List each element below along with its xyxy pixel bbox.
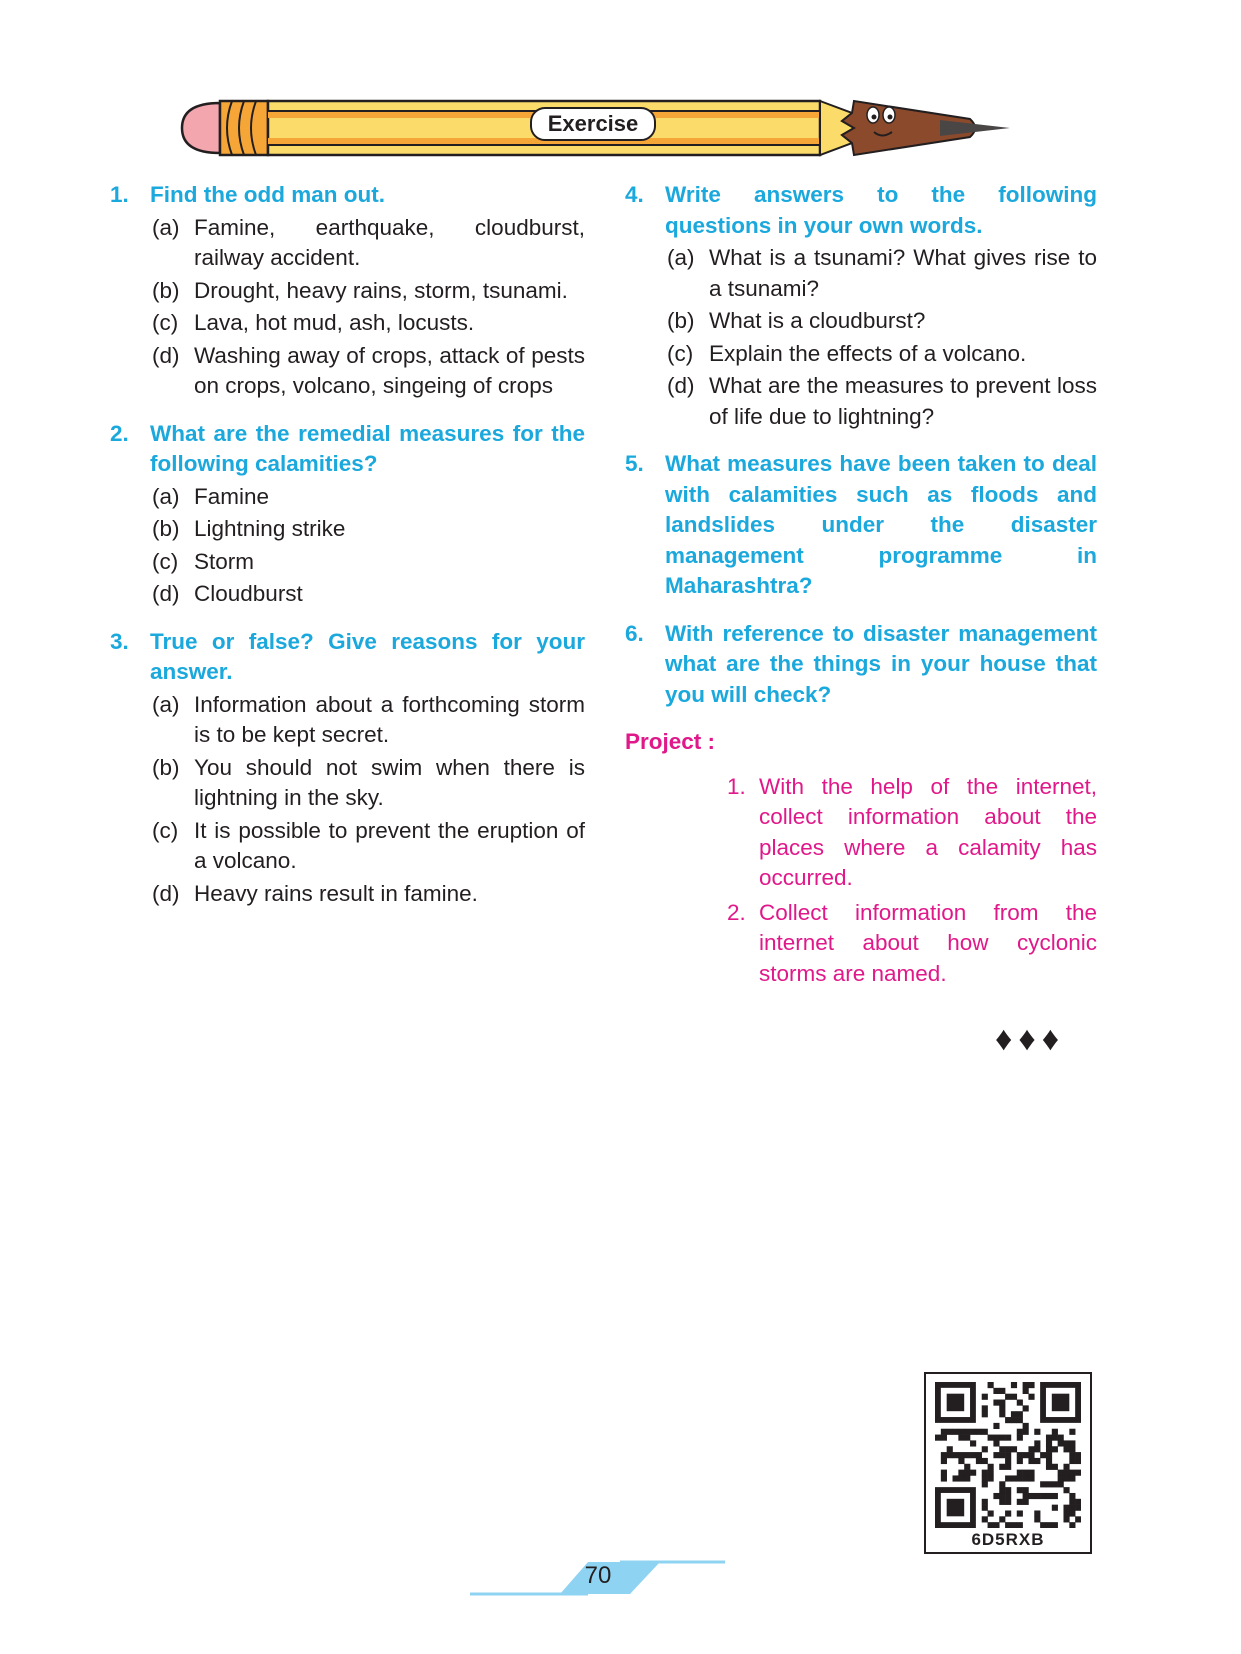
option-text: Cloudburst [194, 581, 303, 606]
right-column [625, 180, 1097, 993]
qr-code-box [924, 1372, 1092, 1554]
option-text: Famine [194, 483, 270, 509]
question-number: 5. [625, 451, 644, 476]
option-text: It is possible to prevent the eruption of a volcano. [194, 817, 585, 873]
question-option [152, 579, 585, 610]
option-label: (d) [667, 373, 695, 398]
question-number: 6. [625, 620, 644, 646]
option-label: (d) [152, 880, 180, 906]
option-text: Information about a forthcoming storm is to be kept secret. [194, 691, 585, 747]
option-label: (b) [152, 277, 180, 303]
option-label: (c) [667, 340, 694, 366]
project-item [727, 772, 1097, 894]
right-questions [625, 180, 1097, 710]
option-text: What is a tsunami? What gives rise to a tsunami? [709, 245, 1097, 301]
question-option [152, 276, 585, 307]
option-label: (a) [152, 214, 180, 240]
question-number: 2. [110, 420, 129, 446]
question-option [152, 690, 585, 751]
option-label: (b) [152, 516, 180, 541]
question-heading [625, 180, 1097, 241]
option-text: You should not swim when there is lightning in the sky. [194, 754, 585, 810]
question-option [152, 879, 585, 910]
end-diamonds: ♦♦♦ [995, 1020, 1066, 1058]
question-number: 3. [110, 628, 129, 654]
option-text: Storm [194, 548, 255, 574]
option-label: (d) [152, 342, 180, 368]
question-option [667, 339, 1097, 370]
page-number: 70 [584, 1562, 612, 1589]
question-number: 1. [110, 182, 129, 207]
project-item-text: With the help of the internet, collect information about the places where a calamity has occurred. [759, 773, 1097, 890]
question-text: What measures have been taken to deal with calamities such as floods and landslides under the disaster management programme in Maharashtra? [665, 451, 1097, 598]
question-option [152, 213, 585, 274]
option-text: Heavy rains result in famine. [194, 880, 478, 906]
question-heading [625, 619, 1097, 711]
option-label: (c) [152, 310, 179, 335]
question-3 [110, 627, 585, 910]
question-option [152, 308, 585, 339]
question-number: 4. [625, 182, 644, 207]
project-item [727, 898, 1097, 990]
question-heading [110, 627, 585, 688]
question-option [152, 341, 585, 402]
option-label: (d) [152, 581, 180, 606]
option-text: What are the measures to prevent loss of life due to lightning? [709, 373, 1097, 429]
option-label: (a) [667, 245, 695, 270]
question-text: True or false? Give reasons for your answer. [150, 628, 585, 684]
question-text: Write answers to the following questions in your own words. [665, 182, 1097, 238]
left-column [110, 180, 585, 926]
project-item-text: Collect information from the internet about how cyclonic storms are named. [759, 899, 1097, 986]
option-label: (c) [152, 548, 179, 574]
option-label: (a) [152, 691, 180, 717]
question-option [667, 243, 1097, 304]
question-option [152, 816, 585, 877]
option-text: Lava, hot mud, ash, locusts. [194, 310, 475, 335]
qr-code-label: 6D5RXB [971, 1530, 1045, 1549]
question-option [152, 482, 585, 513]
question-5 [625, 449, 1097, 602]
qr-code-icon [935, 1382, 1081, 1528]
question-option [667, 371, 1097, 432]
project-item-number: 2. [727, 899, 746, 925]
option-label: (a) [152, 483, 180, 509]
question-4 [625, 180, 1097, 432]
option-text: Drought, heavy rains, storm, tsunami. [194, 277, 568, 303]
option-label: (b) [152, 754, 180, 780]
question-1 [110, 180, 585, 402]
question-2 [110, 419, 585, 610]
option-label: (c) [152, 817, 179, 843]
exercise-title: Exercise [530, 107, 656, 141]
option-text: Lightning strike [194, 516, 346, 541]
option-text: Famine, earthquake, cloudburst, railway accident. [194, 214, 585, 270]
question-text: With reference to disaster management what are the things in your house that you will check? [665, 620, 1097, 707]
option-text: What is a cloudburst? [709, 308, 926, 333]
question-option [667, 306, 1097, 337]
option-text: Washing away of crops, attack of pests on crops, volcano, singeing of crops [194, 342, 585, 398]
question-option [152, 547, 585, 578]
question-option [152, 753, 585, 814]
question-heading [625, 449, 1097, 602]
question-heading [110, 419, 585, 480]
question-6 [625, 619, 1097, 711]
option-text: Explain the effects of a volcano. [709, 340, 1027, 366]
project-item-number: 1. [727, 773, 746, 799]
question-heading [110, 180, 585, 211]
project-list [625, 772, 1097, 990]
project-heading: Project : [625, 729, 716, 754]
question-option [152, 514, 585, 545]
question-text: What are the remedial measures for the following calamities? [150, 420, 585, 476]
question-text: Find the odd man out. [150, 182, 385, 207]
option-label: (b) [667, 308, 695, 333]
